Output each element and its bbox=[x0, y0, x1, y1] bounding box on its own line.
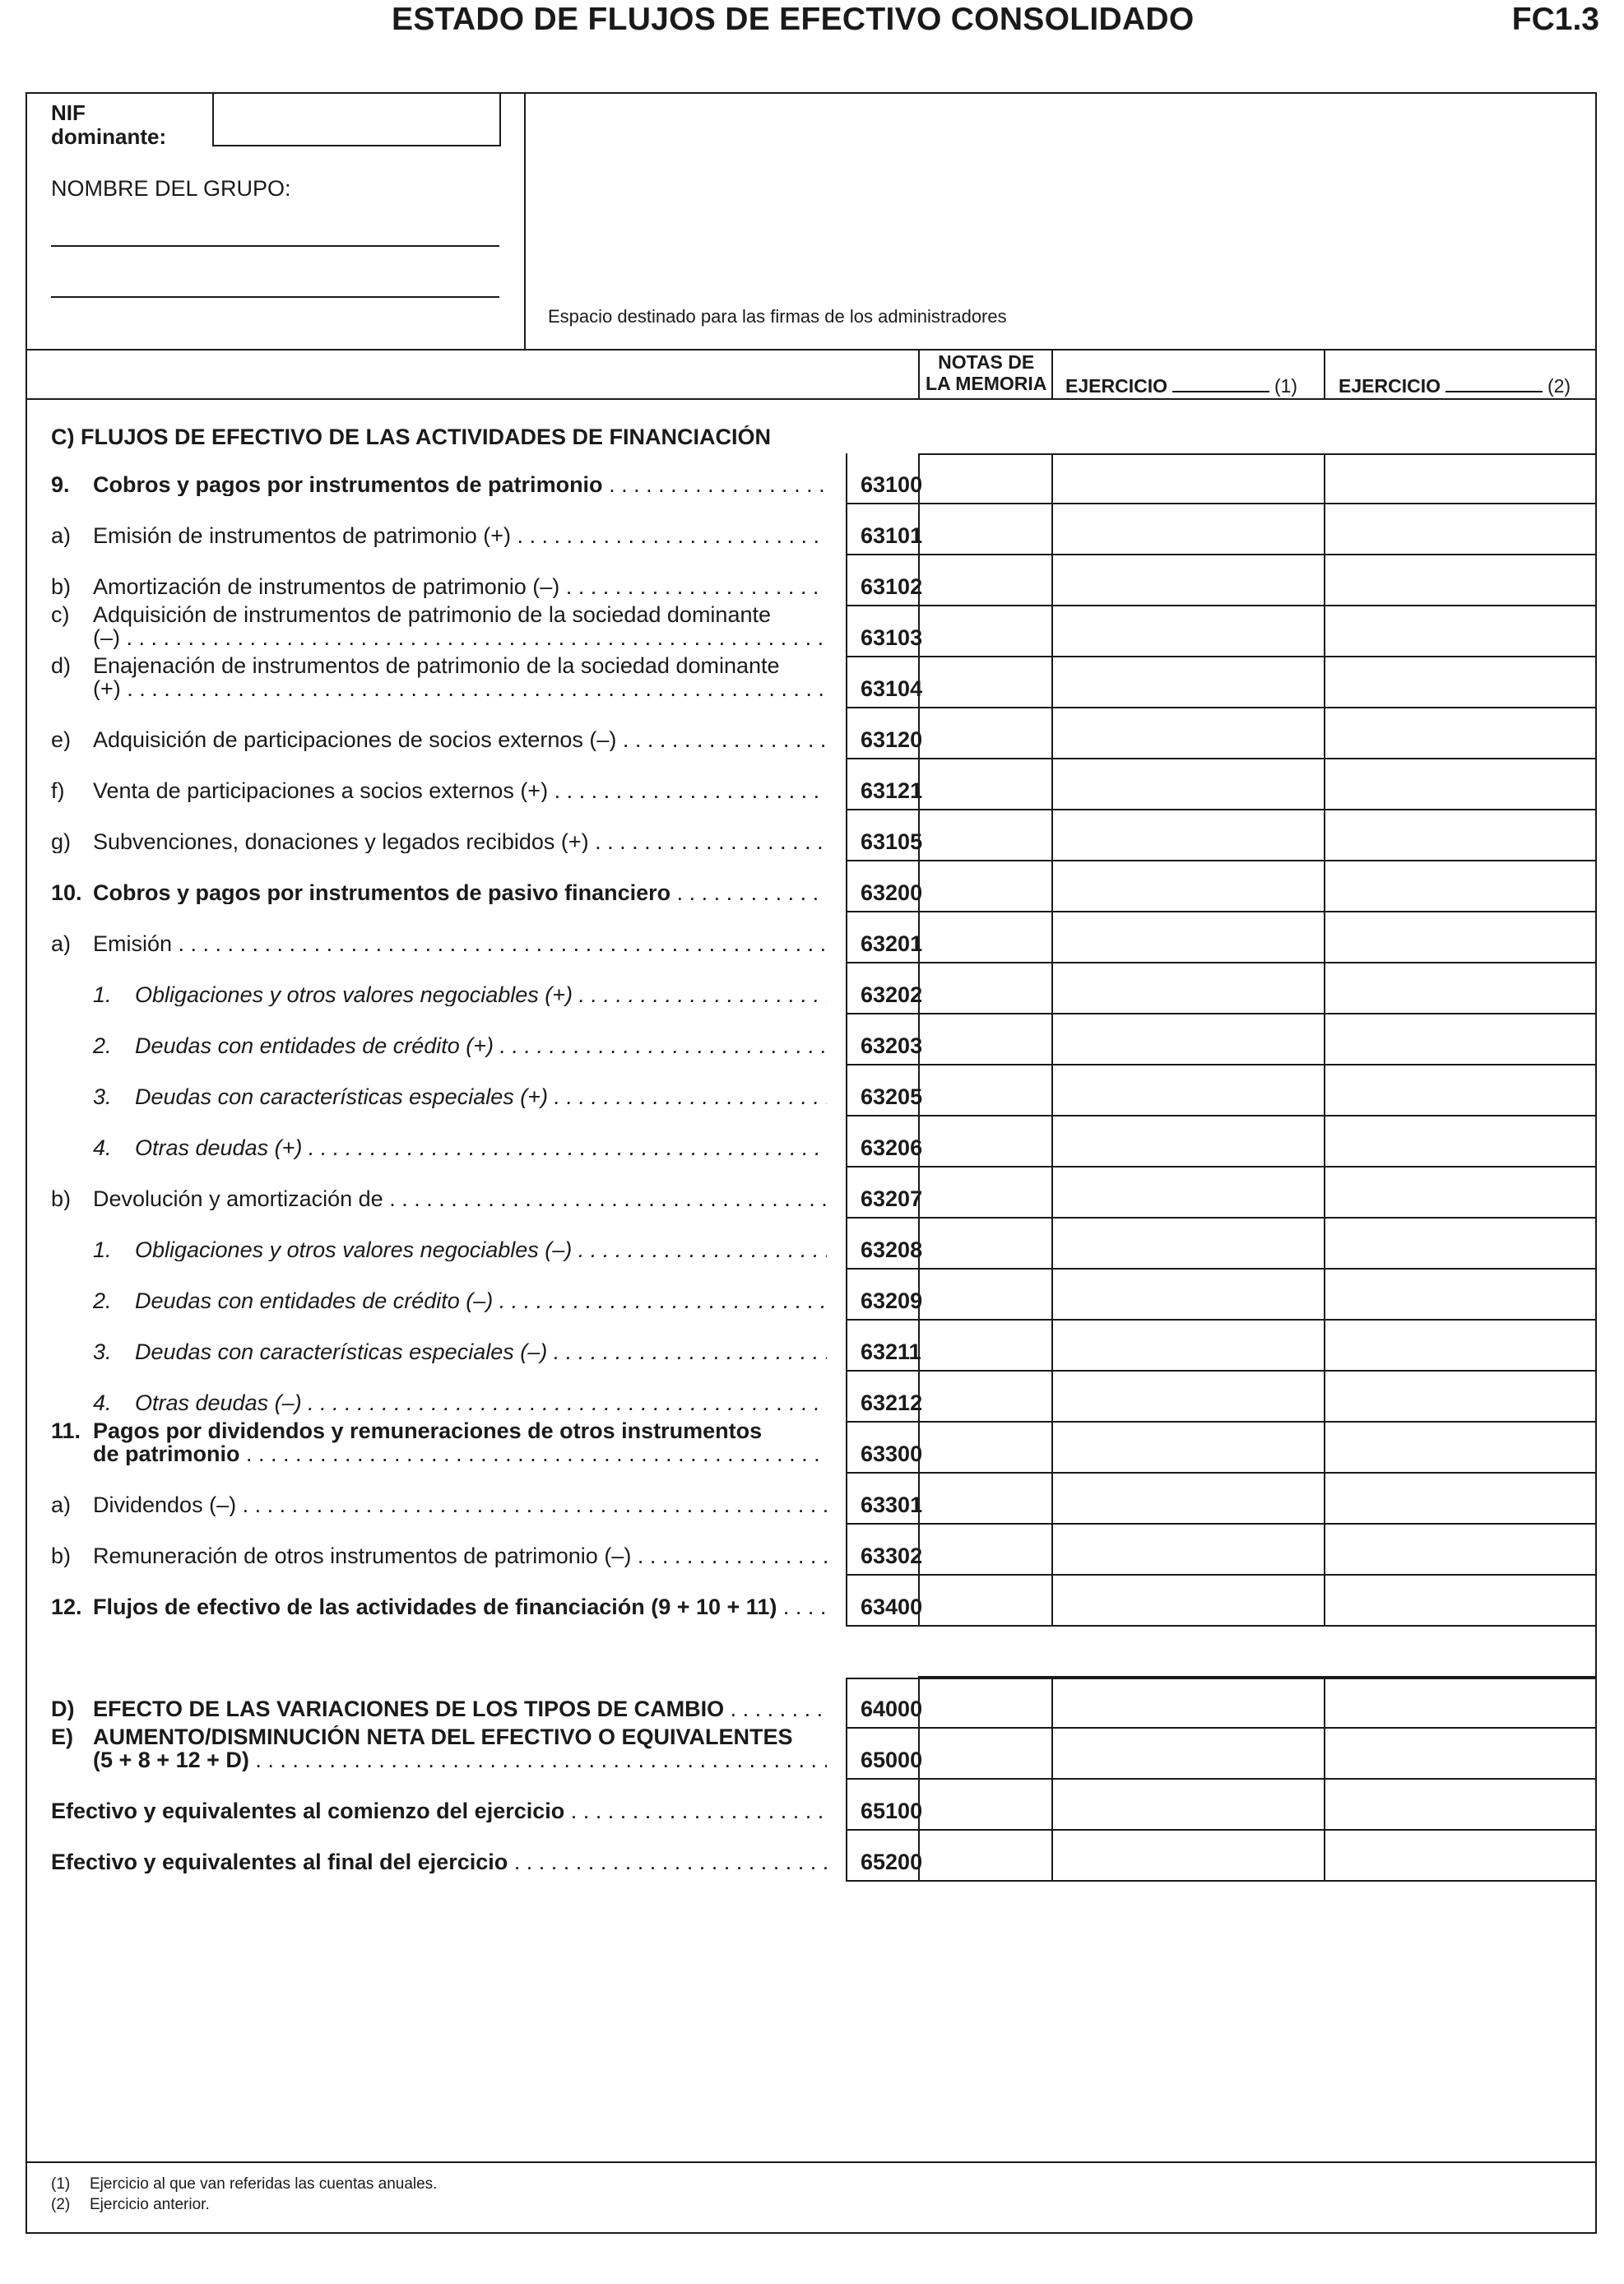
rows-21-cell-code bbox=[846, 1525, 923, 1576]
row-text: Adquisición de participaciones de socios externos (–) . . . bbox=[93, 728, 827, 751]
row-code: 63301 bbox=[861, 1492, 923, 1517]
rows-13-cell-year2[interactable] bbox=[1324, 1116, 1597, 1168]
rows-17-cell-code bbox=[846, 1321, 920, 1372]
rows-6-cell-year2[interactable] bbox=[1324, 759, 1597, 810]
rows-row bbox=[51, 603, 923, 650]
rows-18-cell-year2[interactable] bbox=[1324, 1372, 1597, 1423]
rows-3-cell-code bbox=[846, 606, 923, 657]
row-text: Efectivo y equivalentes al comienzo del ejercicio . . . bbox=[51, 1799, 827, 1822]
row-number: 3. bbox=[93, 1085, 112, 1108]
rows-4-cell-code bbox=[846, 657, 923, 708]
row-number: 4. bbox=[93, 1136, 112, 1159]
footnote-2: (2) Ejercicio anterior. bbox=[51, 2196, 210, 2213]
rows-17-cell-notes[interactable] bbox=[918, 1321, 1053, 1372]
row-code: 63121 bbox=[861, 778, 923, 803]
rows2-2-cell-code bbox=[846, 1780, 923, 1831]
rows-row bbox=[51, 450, 923, 497]
footnotes-separator bbox=[27, 2161, 1595, 2163]
rows-5-cell-year2[interactable] bbox=[1324, 708, 1597, 759]
rows2-3-cell-notes[interactable] bbox=[918, 1831, 1053, 1882]
rows-14-cell-year1[interactable] bbox=[1051, 1168, 1325, 1219]
rows-11-cell-year2[interactable] bbox=[1324, 1014, 1597, 1065]
rows-row bbox=[51, 1317, 921, 1364]
row-text: EFECTO DE LAS VARIACIONES DE LOS TIPOS DE CAMBIO . . . bbox=[93, 1697, 827, 1720]
rows-row bbox=[51, 1572, 923, 1619]
row-text: Deudas con características especiales (+) . . . bbox=[135, 1085, 827, 1108]
rows-3-cell-year2[interactable] bbox=[1324, 606, 1597, 657]
rows-9-cell-year2[interactable] bbox=[1324, 912, 1597, 963]
row-number: 4. bbox=[93, 1391, 112, 1414]
row-code: 63400 bbox=[861, 1595, 923, 1619]
rows2-row bbox=[51, 1827, 923, 1874]
rows-11-cell-notes[interactable] bbox=[918, 1014, 1053, 1065]
row-number: 1. bbox=[93, 983, 112, 1006]
row-number: b) bbox=[51, 575, 72, 598]
rows2-1-cell-year2[interactable] bbox=[1324, 1729, 1597, 1780]
rows-10-cell-code bbox=[846, 963, 923, 1014]
rows-22-cell-code bbox=[846, 1576, 923, 1627]
row-code: 63100 bbox=[861, 472, 923, 497]
rows-8-cell-notes[interactable] bbox=[918, 861, 1053, 912]
rows-row bbox=[51, 807, 923, 854]
rows-14-cell-notes[interactable] bbox=[918, 1168, 1053, 1219]
rows-10-cell-notes[interactable] bbox=[918, 963, 1053, 1014]
rows-row bbox=[51, 1266, 923, 1313]
row-number: f) bbox=[51, 779, 65, 802]
rows-14-cell-year2[interactable] bbox=[1324, 1168, 1597, 1219]
rows-18-cell-year1[interactable] bbox=[1051, 1372, 1325, 1423]
rows-8-cell-year1[interactable] bbox=[1051, 861, 1325, 912]
rows-10-cell-year2[interactable] bbox=[1324, 963, 1597, 1014]
col-divider-year2 bbox=[1324, 349, 1325, 398]
row-text-cont: (–) . . . bbox=[93, 626, 827, 649]
rows-19-cell-year2[interactable] bbox=[1324, 1423, 1597, 1474]
rows-17-cell-year2[interactable] bbox=[1324, 1321, 1597, 1372]
row-text: Venta de participaciones a socios externos (+) . . . bbox=[93, 779, 827, 802]
rows-15-cell-code bbox=[846, 1219, 923, 1270]
rows-14-cell-code bbox=[846, 1168, 923, 1219]
rows-22-cell-year1[interactable] bbox=[1051, 1576, 1325, 1627]
year1-column-header: EJERCICIO (1) bbox=[1065, 375, 1298, 397]
rows-8-cell-code bbox=[846, 861, 923, 912]
row-code: 63120 bbox=[861, 727, 923, 752]
rows-6-cell-year1[interactable] bbox=[1051, 759, 1325, 810]
rows-4-cell-year1[interactable] bbox=[1051, 657, 1325, 708]
row-code: 64000 bbox=[861, 1697, 923, 1721]
rows-7-cell-year2[interactable] bbox=[1324, 810, 1597, 861]
rows-13-cell-year1[interactable] bbox=[1051, 1116, 1325, 1168]
row-code: 63202 bbox=[861, 982, 923, 1007]
rows2-2-cell-year1[interactable] bbox=[1051, 1780, 1325, 1831]
rows2-0-cell-year1[interactable] bbox=[1051, 1678, 1325, 1729]
col-divider-notes bbox=[918, 349, 920, 398]
rows2-row bbox=[51, 1674, 923, 1721]
row-number: a) bbox=[51, 932, 72, 955]
row-code: 63104 bbox=[861, 676, 923, 701]
rows-15-cell-notes[interactable] bbox=[918, 1219, 1053, 1270]
row-number: d) bbox=[51, 654, 72, 678]
rows2-1-cell-notes[interactable] bbox=[918, 1729, 1053, 1780]
rows-21-cell-year2[interactable] bbox=[1324, 1525, 1597, 1576]
row-text: Emisión . . . bbox=[93, 932, 827, 955]
row-text: Devolución y amortización de . . . bbox=[93, 1187, 827, 1210]
rows2-1-cell-code bbox=[846, 1729, 923, 1780]
col-divider-year1 bbox=[1051, 349, 1053, 398]
row-number: g) bbox=[51, 830, 72, 853]
rows-row bbox=[51, 1419, 923, 1466]
rows-row bbox=[51, 1113, 923, 1160]
rows-6-cell-code bbox=[846, 759, 923, 810]
rows-7-cell-notes[interactable] bbox=[918, 810, 1053, 861]
row-number: 9. bbox=[51, 473, 70, 496]
rows2-2-cell-notes[interactable] bbox=[918, 1780, 1053, 1831]
rows-row bbox=[51, 1215, 923, 1262]
row-number: b) bbox=[51, 1544, 72, 1567]
row-code: 63101 bbox=[861, 523, 923, 548]
signatures-space[interactable]: Espacio destinado para las firmas de los administradores bbox=[548, 306, 1007, 327]
row-number: 2. bbox=[93, 1289, 112, 1312]
rows-12-cell-year1[interactable] bbox=[1051, 1065, 1325, 1116]
row-number: a) bbox=[51, 1493, 72, 1516]
row-number: 2. bbox=[93, 1034, 112, 1057]
row-number: c) bbox=[51, 603, 70, 627]
row-text-cont: (+) . . . bbox=[93, 677, 827, 700]
row-code: 63207 bbox=[861, 1186, 923, 1211]
rows-2-cell-year1[interactable] bbox=[1051, 555, 1325, 606]
rows2-0-cell-code bbox=[846, 1678, 923, 1729]
rows-row bbox=[51, 654, 923, 701]
rows2-3-cell-year2[interactable] bbox=[1324, 1831, 1597, 1882]
rows-row bbox=[51, 501, 923, 548]
rows2-1-cell-year1[interactable] bbox=[1051, 1729, 1325, 1780]
rows-0-cell-code bbox=[846, 453, 923, 504]
rows-7-cell-year1[interactable] bbox=[1051, 810, 1325, 861]
rows-row bbox=[51, 1470, 923, 1517]
group-name-label: NOMBRE DEL GRUPO: bbox=[51, 176, 291, 201]
rows-16-cell-notes[interactable] bbox=[918, 1270, 1053, 1321]
row-code: 63105 bbox=[861, 829, 923, 854]
rows2-3-cell-code bbox=[846, 1831, 923, 1882]
row-text: Cobros y pagos por instrumentos de patrimonio . . . bbox=[93, 473, 827, 496]
row-code: 63211 bbox=[861, 1339, 921, 1364]
row-text: AUMENTO/DISMINUCIÓN NETA DEL EFECTIVO O EQUIVALENTES bbox=[93, 1725, 793, 1749]
rows-1-cell-notes[interactable] bbox=[918, 504, 1053, 555]
rows-16-cell-year1[interactable] bbox=[1051, 1270, 1325, 1321]
rows-21-cell-notes[interactable] bbox=[918, 1525, 1053, 1576]
row-number: 1. bbox=[93, 1238, 112, 1261]
row-text-cont: (5 + 8 + 12 + D) . . . bbox=[93, 1748, 827, 1771]
rows-12-cell-notes[interactable] bbox=[918, 1065, 1053, 1116]
row-number: 3. bbox=[93, 1340, 112, 1363]
rows-17-cell-year1[interactable] bbox=[1051, 1321, 1325, 1372]
row-number: a) bbox=[51, 524, 72, 547]
row-code: 63203 bbox=[861, 1033, 923, 1058]
rows-6-cell-notes[interactable] bbox=[918, 759, 1053, 810]
row-text-cont: de patrimonio . . . bbox=[93, 1442, 827, 1465]
rows2-0-cell-year2[interactable] bbox=[1324, 1678, 1597, 1729]
rows-11-cell-year1[interactable] bbox=[1051, 1014, 1325, 1065]
group-name-line-2[interactable] bbox=[51, 296, 499, 298]
rows-row bbox=[51, 1521, 923, 1568]
row-text: Adquisición de instrumentos de patrimonio de la sociedad dominante bbox=[93, 603, 772, 627]
rows-2-cell-notes[interactable] bbox=[918, 555, 1053, 606]
rows-2-cell-code bbox=[846, 555, 923, 606]
rows-row bbox=[51, 552, 923, 599]
rows-3-cell-year1[interactable] bbox=[1051, 606, 1325, 657]
row-code: 65100 bbox=[861, 1799, 923, 1823]
row-text: Amortización de instrumentos de patrimonio (–) . . . bbox=[93, 575, 827, 598]
rows2-2-cell-year2[interactable] bbox=[1324, 1780, 1597, 1831]
rows-row bbox=[51, 1011, 923, 1058]
rows-1-cell-code bbox=[846, 504, 923, 555]
rows-19-cell-year1[interactable] bbox=[1051, 1423, 1325, 1474]
rows-12-cell-year2[interactable] bbox=[1324, 1065, 1597, 1116]
rows-4-cell-year2[interactable] bbox=[1324, 657, 1597, 708]
row-text: Deudas con características especiales (–) . . . bbox=[135, 1340, 827, 1363]
nif-input-box[interactable] bbox=[212, 94, 501, 146]
row-text: Pagos por dividendos y remuneraciones de otros instrumentos bbox=[93, 1419, 763, 1443]
rows-7-cell-code bbox=[846, 810, 923, 861]
row-code: 63209 bbox=[861, 1288, 923, 1313]
row-text: Otras deudas (–) . . . bbox=[135, 1391, 827, 1414]
rows-row bbox=[51, 960, 923, 1007]
rows-4-cell-notes[interactable] bbox=[918, 657, 1053, 708]
rows-row bbox=[51, 909, 923, 956]
rows-9-cell-notes[interactable] bbox=[918, 912, 1053, 963]
row-code: 63300 bbox=[861, 1441, 923, 1466]
rows-row bbox=[51, 705, 923, 752]
row-code: 63208 bbox=[861, 1237, 923, 1262]
rows-11-cell-code bbox=[846, 1014, 923, 1065]
rows-0-cell-year2[interactable] bbox=[1324, 453, 1597, 504]
rows-22-cell-year2[interactable] bbox=[1324, 1576, 1597, 1627]
row-number: 12. bbox=[51, 1595, 82, 1618]
rows-13-cell-notes[interactable] bbox=[918, 1116, 1053, 1168]
rows-5-cell-year1[interactable] bbox=[1051, 708, 1325, 759]
rows-1-cell-year2[interactable] bbox=[1324, 504, 1597, 555]
row-code: 65200 bbox=[861, 1850, 923, 1874]
rows-20-cell-code bbox=[846, 1474, 923, 1525]
row-text: Deudas con entidades de crédito (+) . . . bbox=[135, 1034, 827, 1057]
rows-18-cell-code bbox=[846, 1372, 923, 1423]
rows-16-cell-code bbox=[846, 1270, 923, 1321]
rows-12-cell-code bbox=[846, 1065, 923, 1116]
rows-3-cell-notes[interactable] bbox=[918, 606, 1053, 657]
rows-13-cell-code bbox=[846, 1116, 923, 1168]
row-number: b) bbox=[51, 1187, 72, 1210]
row-number: 10. bbox=[51, 881, 82, 904]
row-text: Dividendos (–) . . . bbox=[93, 1493, 827, 1516]
rows-9-cell-year1[interactable] bbox=[1051, 912, 1325, 963]
rows-2-cell-year2[interactable] bbox=[1324, 555, 1597, 606]
column-header-separator bbox=[27, 398, 1595, 400]
row-code: 63212 bbox=[861, 1390, 923, 1415]
table-top-line bbox=[918, 453, 1597, 455]
rows-21-cell-year1[interactable] bbox=[1051, 1525, 1325, 1576]
row-text: Emisión de instrumentos de patrimonio (+) . . . bbox=[93, 524, 827, 547]
row-number: D) bbox=[51, 1697, 75, 1720]
rows-0-cell-notes[interactable] bbox=[918, 453, 1053, 504]
group-name-line-1[interactable] bbox=[51, 245, 499, 247]
rows-5-cell-code bbox=[846, 708, 923, 759]
row-code: 65000 bbox=[861, 1748, 923, 1772]
rows-row bbox=[51, 858, 923, 905]
row-text: Remuneración de otros instrumentos de patrimonio (–) . . . bbox=[93, 1544, 827, 1567]
row-text: Obligaciones y otros valores negociables (+) . . . bbox=[135, 983, 827, 1006]
row-text: Otras deudas (+) . . . bbox=[135, 1136, 827, 1159]
notes-column-header: NOTAS DE LA MEMORIA bbox=[926, 351, 1047, 394]
rows-5-cell-notes[interactable] bbox=[918, 708, 1053, 759]
rows-18-cell-notes[interactable] bbox=[918, 1372, 1053, 1423]
form-frame: NIF dominante: NOMBRE DEL GRUPO: Espacio destinado para las firmas de los administradores NOTAS DE LA MEMORIA EJERCICIO (1) EJERCICIO (2) C) FLUJOS DE EFECTIVO DE LAS ACTIVIDADES DE FINANCIACIÓN 9. Cobros y pagos por instrumentos de patrimonio . . . 63100 a) Emisión de instrumentos de patrimonio (+) . . . 63101 b) Amortización de instrumentos de patrimonio (–) . . . 63102 c) Adquisición de instrumentos de patrimonio de la sociedad dominante (–) . . . 63103 d) Enajenación de instrumentos de patrimonio de la sociedad dominante (+) . . . 63104 e) Adquisición de participaciones de socios externos (–) . . . 63120 f) Venta de participaciones a socios externos (+) . . . 63121 g) Subvenciones, donaciones y legados recibidos (+) . . . 63105 10. Cobros y pagos por instrumentos de pasivo financiero . . . 63200 a) Emisión . . . 63201 1. Obligaciones y otros valores negociables (+) . . . 63202 2. Deudas con entidades de crédito (+) . . . 63203 3. Deudas con características especiales (+) . . . 63205 4. Otras deudas (+) . . . 63206 b) Devolución y amortización de . . . 63207 1. Obligaciones y otros valores negociables (–) . . . 63208 2. Deudas con entidades de crédito (–) . . . 63209 3. Deudas con características especiales (–) . . . 63211 4. Otras deudas (–) . . . 63212 11. Pagos por dividendos y remuneraciones de otros instrumentos de patrimonio . . . 63300 a) Dividendos (–) . . . 63301 b) Remuneración de otros instrumentos de patrimonio (–) . . . 63302 12. Flujos de efectivo de las actividades de financiación (9 + 10 + 11) . . . 63400 D) EFECTO DE LAS VARIACIONES DE LOS TIPOS DE CAMBIO . . . 64000 E) AUMENTO/DISMINUCIÓN NETA DEL EFECTIVO O EQUIVALENTES (5 + 8 + 12 + D) . . . 65000 Efectivo y equivalentes al comienzo del ejercicio . . . 65100 Efectivo y equivalentes al final del ejercicio . . . 65200 (1) Ejercicio al que van referidas las cuentas anuales. (2) Ejercicio anterior. bbox=[26, 92, 1597, 2234]
row-code: 63103 bbox=[861, 625, 923, 650]
rows-20-cell-year1[interactable] bbox=[1051, 1474, 1325, 1525]
row-text: Obligaciones y otros valores negociables (–) . . . bbox=[135, 1238, 827, 1261]
footnote-1: (1) Ejercicio al que van referidas las cuentas anuales. bbox=[51, 2175, 438, 2193]
nif-label: NIF dominante: bbox=[51, 100, 167, 149]
header-separator bbox=[27, 349, 1595, 350]
rows-0-cell-year1[interactable] bbox=[1051, 453, 1325, 504]
row-text: Cobros y pagos por instrumentos de pasivo financiero . . . bbox=[93, 881, 827, 904]
rows-19-cell-notes[interactable] bbox=[918, 1423, 1053, 1474]
rows-16-cell-year2[interactable] bbox=[1324, 1270, 1597, 1321]
rows2-3-cell-year1[interactable] bbox=[1051, 1831, 1325, 1882]
page-title: ESTADO DE FLUJOS DE EFECTIVO CONSOLIDADO bbox=[392, 2, 1195, 37]
row-text: Deudas con entidades de crédito (–) . . . bbox=[135, 1289, 827, 1312]
rows-10-cell-year1[interactable] bbox=[1051, 963, 1325, 1014]
rows-9-cell-code bbox=[846, 912, 923, 963]
rows-15-cell-year1[interactable] bbox=[1051, 1219, 1325, 1270]
rows-1-cell-year1[interactable] bbox=[1051, 504, 1325, 555]
row-number: E) bbox=[51, 1725, 73, 1749]
rows-20-cell-notes[interactable] bbox=[918, 1474, 1053, 1525]
row-text: Efectivo y equivalentes al final del ejercicio . . . bbox=[51, 1850, 827, 1873]
identification-divider bbox=[524, 94, 526, 349]
rows-row bbox=[51, 1164, 923, 1211]
rows2-0-cell-notes[interactable] bbox=[918, 1678, 1053, 1729]
row-code: 63201 bbox=[861, 931, 923, 956]
rows-row bbox=[51, 1062, 923, 1109]
rows-19-cell-code bbox=[846, 1423, 923, 1474]
rows-row bbox=[51, 756, 923, 803]
row-code: 63302 bbox=[861, 1544, 923, 1568]
row-text: Subvenciones, donaciones y legados recibidos (+) . . . bbox=[93, 830, 827, 853]
rows2-row bbox=[51, 1725, 923, 1772]
rows-20-cell-year2[interactable] bbox=[1324, 1474, 1597, 1525]
row-code: 63205 bbox=[861, 1084, 923, 1109]
rows-15-cell-year2[interactable] bbox=[1324, 1219, 1597, 1270]
rows-8-cell-year2[interactable] bbox=[1324, 861, 1597, 912]
row-number: 11. bbox=[51, 1419, 81, 1443]
rows-22-cell-notes[interactable] bbox=[918, 1576, 1053, 1627]
row-text: Enajenación de instrumentos de patrimonio de la sociedad dominante bbox=[93, 654, 780, 678]
year2-column-header: EJERCICIO (2) bbox=[1339, 375, 1571, 397]
row-code: 63102 bbox=[861, 574, 923, 599]
rows2-row bbox=[51, 1776, 923, 1823]
row-number: e) bbox=[51, 728, 72, 751]
form-code: FC1.3 bbox=[1511, 2, 1599, 37]
row-code: 63200 bbox=[861, 880, 923, 905]
rows-row bbox=[51, 1368, 923, 1415]
row-code: 63206 bbox=[861, 1135, 923, 1160]
row-text: Flujos de efectivo de las actividades de financiación (9 + 10 + 11) . . . bbox=[93, 1595, 827, 1618]
table-gap bbox=[918, 1627, 1597, 1678]
page-header bbox=[0, 0, 1624, 41]
